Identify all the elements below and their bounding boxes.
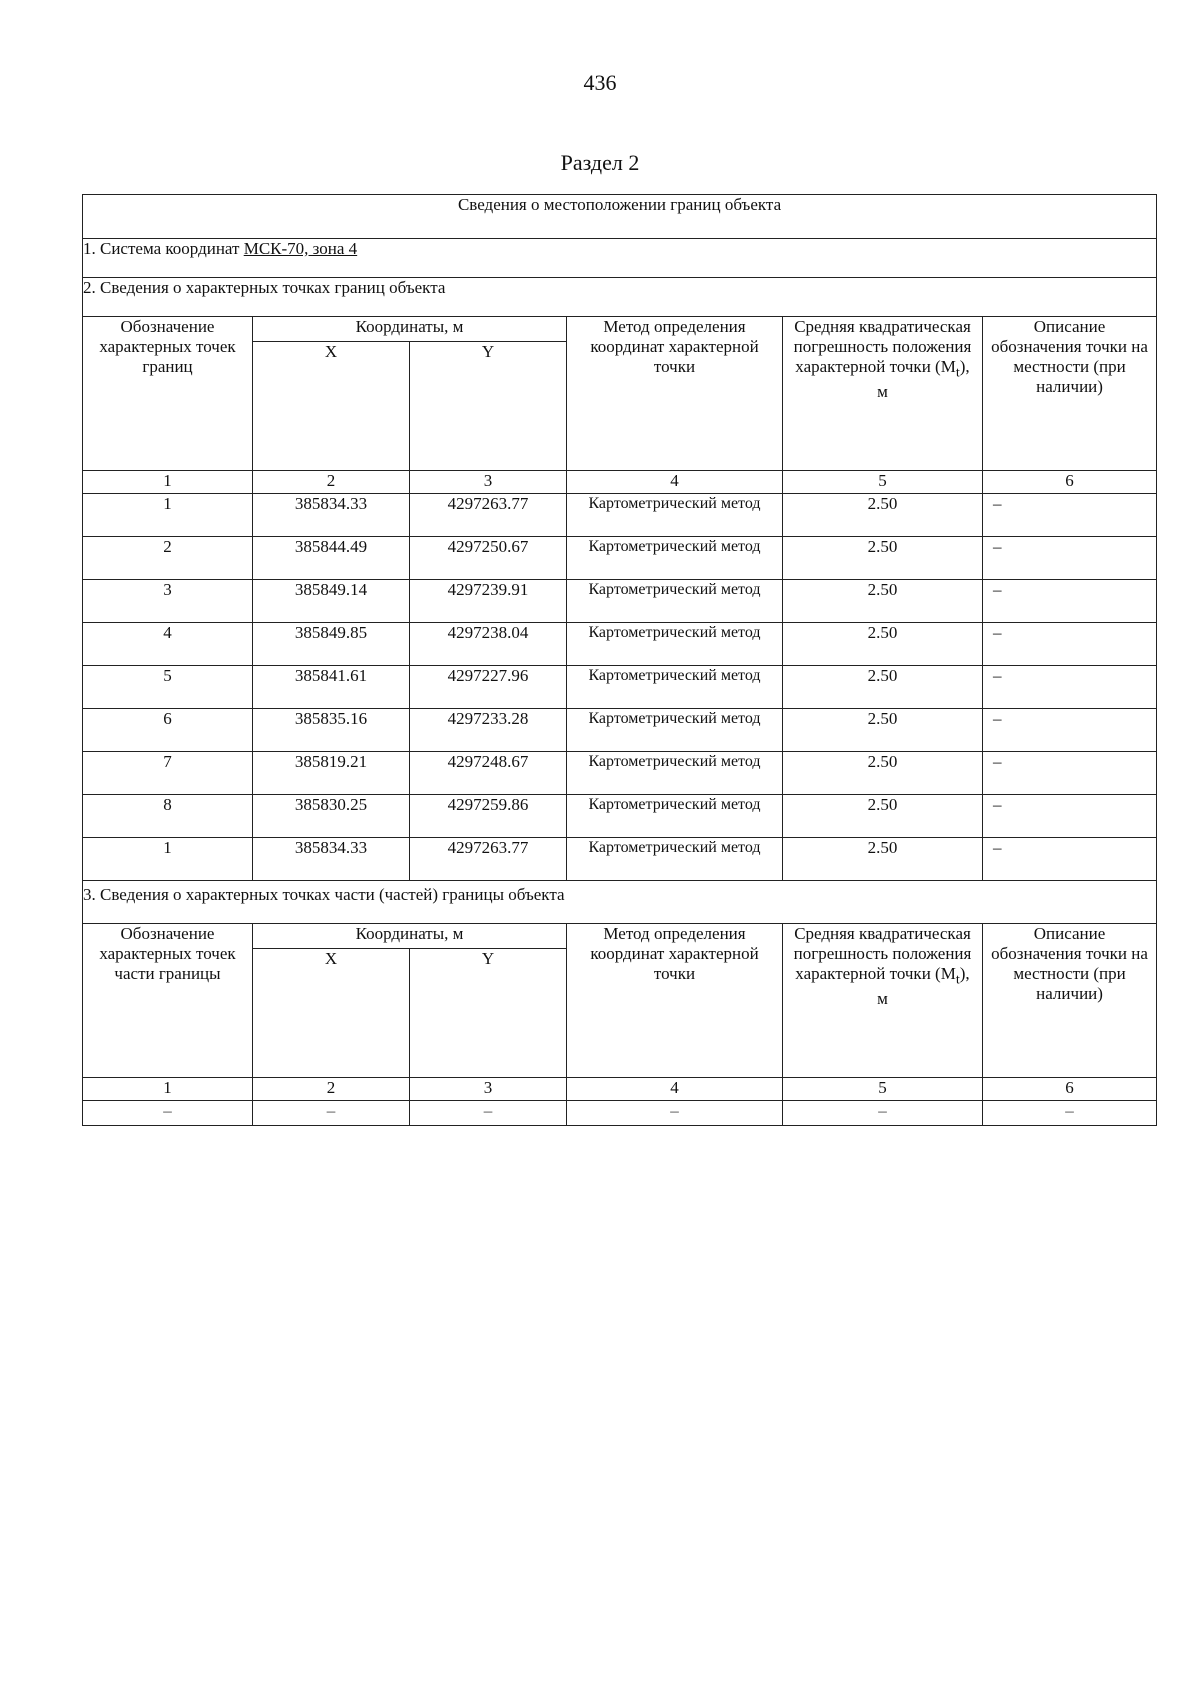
cell-error: 2.50	[783, 838, 983, 881]
cell-error: 2.50	[783, 494, 983, 537]
cell-error: 2.50	[783, 623, 983, 666]
cell-method: Картометрический метод	[567, 752, 783, 795]
cell-point: 7	[83, 752, 253, 795]
header-method-part: Метод определения координат характерной точки	[567, 924, 783, 1078]
table-row	[83, 537, 1157, 580]
header-coordinates-part: Координаты, м	[253, 924, 567, 949]
section-title: Раздел 2	[560, 150, 640, 175]
cell-description: –	[983, 537, 1157, 580]
cell-point: 2	[83, 537, 253, 580]
cell-description: –	[983, 795, 1157, 838]
cell-y: 4297250.67	[410, 537, 567, 580]
table-row	[83, 494, 1157, 537]
column-number-row	[83, 1078, 1157, 1101]
header-y: Y	[410, 342, 567, 471]
cell-description: –	[983, 623, 1157, 666]
column-number: 6	[983, 471, 1157, 494]
cell-method: Картометрический метод	[567, 580, 783, 623]
cell-x: 385849.14	[253, 580, 410, 623]
column-number: 6	[983, 1078, 1157, 1101]
section3-title: 3. Сведения о характерных точках части (частей) границы объекта	[83, 881, 1157, 924]
table-row	[83, 666, 1157, 709]
column-number: 3	[410, 471, 567, 494]
column-number: 1	[83, 1078, 253, 1101]
column-number: 4	[567, 471, 783, 494]
header-coordinates: Координаты, м	[253, 317, 567, 342]
cell-description: –	[983, 666, 1157, 709]
coord-system-value: МСК-70, зона 4	[243, 239, 358, 258]
table-row	[83, 838, 1157, 881]
cell-error: 2.50	[783, 752, 983, 795]
cell-description: –	[983, 838, 1157, 881]
cell-error: 2.50	[783, 709, 983, 752]
cell-point: 1	[83, 838, 253, 881]
cell-x: 385841.61	[253, 666, 410, 709]
cell-method: Картометрический метод	[567, 666, 783, 709]
header-error-suffix: ), м	[877, 964, 970, 1009]
cell-method: Картометрический метод	[567, 537, 783, 580]
header-error-text: Средняя квадратическая погрешность положения характерной точки (M	[793, 924, 972, 983]
cell-y: 4297263.77	[410, 494, 567, 537]
header-x-part: X	[253, 949, 410, 1078]
cell-x: 385819.21	[253, 752, 410, 795]
cell-x: 385834.33	[253, 494, 410, 537]
cell-description: –	[983, 752, 1157, 795]
cell-x: 385844.49	[253, 537, 410, 580]
coord-system-label: 1. Система координат	[83, 239, 244, 258]
cell-y: 4297238.04	[410, 623, 567, 666]
header-description: Описание обозначения точки на местности (при наличии)	[983, 317, 1157, 471]
cell-method: Картометрический метод	[567, 623, 783, 666]
table-row	[83, 1101, 1157, 1126]
column-number: 2	[253, 1078, 410, 1101]
table-row	[83, 795, 1157, 838]
column-number: 1	[83, 471, 253, 494]
column-number: 4	[567, 1078, 783, 1101]
cell-y: 4297227.96	[410, 666, 567, 709]
header-error-sub: t	[955, 364, 960, 381]
table-caption: Сведения о местоположении границ объекта	[83, 195, 1157, 239]
cell-point: –	[83, 1101, 253, 1126]
boundary-table	[82, 194, 1157, 1126]
column-number-row	[83, 471, 1157, 494]
cell-point: 1	[83, 494, 253, 537]
header-error-text: Средняя квадратическая погрешность положения характерной точки (M	[793, 317, 972, 376]
table-row	[83, 623, 1157, 666]
cell-description: –	[983, 580, 1157, 623]
cell-x: 385835.16	[253, 709, 410, 752]
column-number: 5	[783, 471, 983, 494]
cell-error: –	[783, 1101, 983, 1126]
cell-error: 2.50	[783, 537, 983, 580]
cell-point: 6	[83, 709, 253, 752]
cell-method: Картометрический метод	[567, 838, 783, 881]
cell-y: 4297248.67	[410, 752, 567, 795]
cell-point: 4	[83, 623, 253, 666]
cell-x: 385834.33	[253, 838, 410, 881]
cell-method: –	[567, 1101, 783, 1126]
cell-y: –	[410, 1101, 567, 1126]
coord-system-line	[83, 239, 1157, 278]
header-x: X	[253, 342, 410, 471]
column-number: 3	[410, 1078, 567, 1101]
cell-y: 4297263.77	[410, 838, 567, 881]
cell-description: –	[983, 709, 1157, 752]
header-error-suffix: ), м	[877, 357, 970, 402]
cell-method: Картометрический метод	[567, 709, 783, 752]
cell-point: 3	[83, 580, 253, 623]
header-y-part: Y	[410, 949, 567, 1078]
cell-description: –	[983, 494, 1157, 537]
header-error-part	[783, 924, 983, 1078]
cell-point: 8	[83, 795, 253, 838]
page-number: 436	[583, 70, 617, 95]
table-row	[83, 709, 1157, 752]
cell-error: 2.50	[783, 666, 983, 709]
header-error	[783, 317, 983, 471]
cell-y: 4297259.86	[410, 795, 567, 838]
header-method: Метод определения координат характерной точки	[567, 317, 783, 471]
table-row	[83, 752, 1157, 795]
header-point-designation-part: Обозначение характерных точек части границы	[83, 924, 253, 1078]
cell-method: Картометрический метод	[567, 494, 783, 537]
cell-x: 385849.85	[253, 623, 410, 666]
cell-x: –	[253, 1101, 410, 1126]
cell-method: Картометрический метод	[567, 795, 783, 838]
table-row	[83, 580, 1157, 623]
cell-y: 4297233.28	[410, 709, 567, 752]
cell-point: 5	[83, 666, 253, 709]
header-point-designation: Обозначение характерных точек границ	[83, 317, 253, 471]
cell-desc: –	[983, 1101, 1157, 1126]
cell-x: 385830.25	[253, 795, 410, 838]
cell-y: 4297239.91	[410, 580, 567, 623]
column-number: 2	[253, 471, 410, 494]
header-error-sub: t	[955, 971, 960, 988]
header-description-part: Описание обозначения точки на местности (при наличии)	[983, 924, 1157, 1078]
section2-title: 2. Сведения о характерных точках границ объекта	[83, 278, 1157, 317]
column-number: 5	[783, 1078, 983, 1101]
cell-error: 2.50	[783, 580, 983, 623]
cell-error: 2.50	[783, 795, 983, 838]
